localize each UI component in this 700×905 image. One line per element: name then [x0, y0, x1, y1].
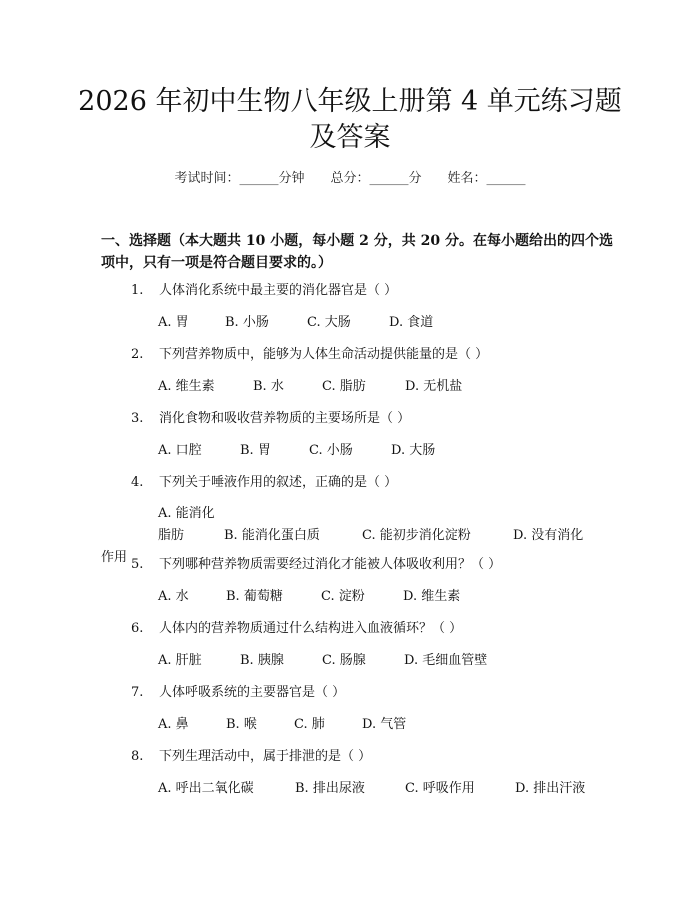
option-a: A. 维生素 — [158, 379, 215, 394]
option-b: B. 排出尿液 — [295, 781, 365, 796]
option-b: B. 水 — [253, 379, 284, 394]
option-c: C. 能初步消化淀粉 — [362, 528, 471, 543]
question-text: 消化食物和吸收营养物质的主要场所是（ ） — [159, 411, 411, 426]
question-text: 人体消化系统中最主要的消化器官是（ ） — [159, 283, 398, 298]
question-text: 下列生理活动中，属于排泄的是（ ） — [159, 749, 372, 764]
question-number: 4. — [131, 475, 144, 490]
option-d: D. 大肠 — [391, 443, 436, 458]
question-6 — [131, 621, 611, 637]
option-d: D. 排出汗液 — [515, 781, 586, 796]
question-5 — [131, 557, 611, 573]
option-b: B. 能消化蛋白质 — [224, 528, 320, 543]
title-line-2: 及答案 — [309, 122, 391, 153]
option-b: B. 葡萄糖 — [226, 589, 283, 604]
section-heading: 一、选择题（本大题共 10 小题，每小题 2 分，共 20 分。在每小题给出的四个选项中，只有一项是符合题目要求的。） — [101, 233, 613, 271]
option-d: D. 维生素 — [403, 589, 461, 604]
option-b: B. 喉 — [226, 717, 257, 732]
question-number: 5. — [131, 557, 144, 572]
question-number: 1. — [131, 283, 144, 298]
option-c: C. 肺 — [294, 717, 325, 732]
option-c: C. 呼吸作用 — [405, 781, 475, 796]
question-number: 8. — [131, 749, 144, 764]
option-c: C. 肠腺 — [322, 653, 366, 668]
question-text: 人体呼吸系统的主要器官是（ ） — [159, 685, 346, 700]
question-4 — [131, 475, 611, 491]
question-number: 2. — [131, 347, 144, 362]
exam-score: 总分：______分 — [330, 171, 422, 186]
option-d: D. 毛细血管壁 — [404, 653, 488, 668]
question-text: 下列哪种营养物质需要经过消化才能被人体吸收利用？（ ） — [159, 557, 502, 572]
question-text: 人体内的营养物质通过什么结构进入血液循环？（ ） — [159, 621, 463, 636]
option-a: A. 能消化脂肪 — [158, 506, 215, 543]
options-8 — [158, 781, 608, 797]
question-number: 7. — [131, 685, 144, 700]
question-1 — [131, 283, 611, 299]
options-7 — [158, 717, 608, 733]
question-7 — [131, 685, 611, 701]
question-3 — [131, 411, 611, 427]
option-b: B. 胃 — [240, 443, 271, 458]
title-line-1: 2026 年初中生物八年级上册第 4 单元练习题 — [78, 86, 622, 117]
option-d: D. 气管 — [362, 717, 407, 732]
option-c: C. 脂肪 — [322, 379, 366, 394]
question-number: 6. — [131, 621, 144, 636]
question-8 — [131, 749, 611, 765]
question-2 — [131, 347, 611, 363]
option-a: A. 肝脏 — [158, 653, 202, 668]
question-text: 下列关于唾液作用的叙述，正确的是（ ） — [159, 475, 398, 490]
options-2 — [158, 379, 608, 395]
option-b: B. 小肠 — [225, 315, 269, 330]
option-c: C. 大肠 — [307, 315, 351, 330]
document-title — [70, 84, 630, 156]
option-d: D. 无机盐 — [405, 379, 463, 394]
option-b: B. 胰腺 — [240, 653, 284, 668]
question-text: 下列营养物质中，能够为人体生命活动提供能量的是（ ） — [159, 347, 489, 362]
options-6 — [158, 653, 608, 669]
option-d: D. 食道 — [389, 315, 434, 330]
option-a: A. 呼出二氧化碳 — [158, 781, 254, 796]
option-a: A. 胃 — [158, 315, 189, 330]
exam-info — [0, 171, 700, 187]
question-number: 3. — [131, 411, 144, 426]
option-d: D. 没有消化作用 — [101, 528, 584, 565]
exam-name: 姓名：______ — [447, 171, 526, 186]
option-c: C. 小肠 — [309, 443, 353, 458]
option-a: A. 鼻 — [158, 717, 189, 732]
option-c: C. 淀粉 — [321, 589, 365, 604]
options-5 — [158, 589, 608, 605]
option-a: A. 水 — [158, 589, 189, 604]
option-a: A. 口腔 — [158, 443, 202, 458]
options-3 — [158, 443, 608, 459]
exam-time: 考试时间：______分钟 — [174, 171, 305, 186]
options-1 — [158, 315, 608, 331]
